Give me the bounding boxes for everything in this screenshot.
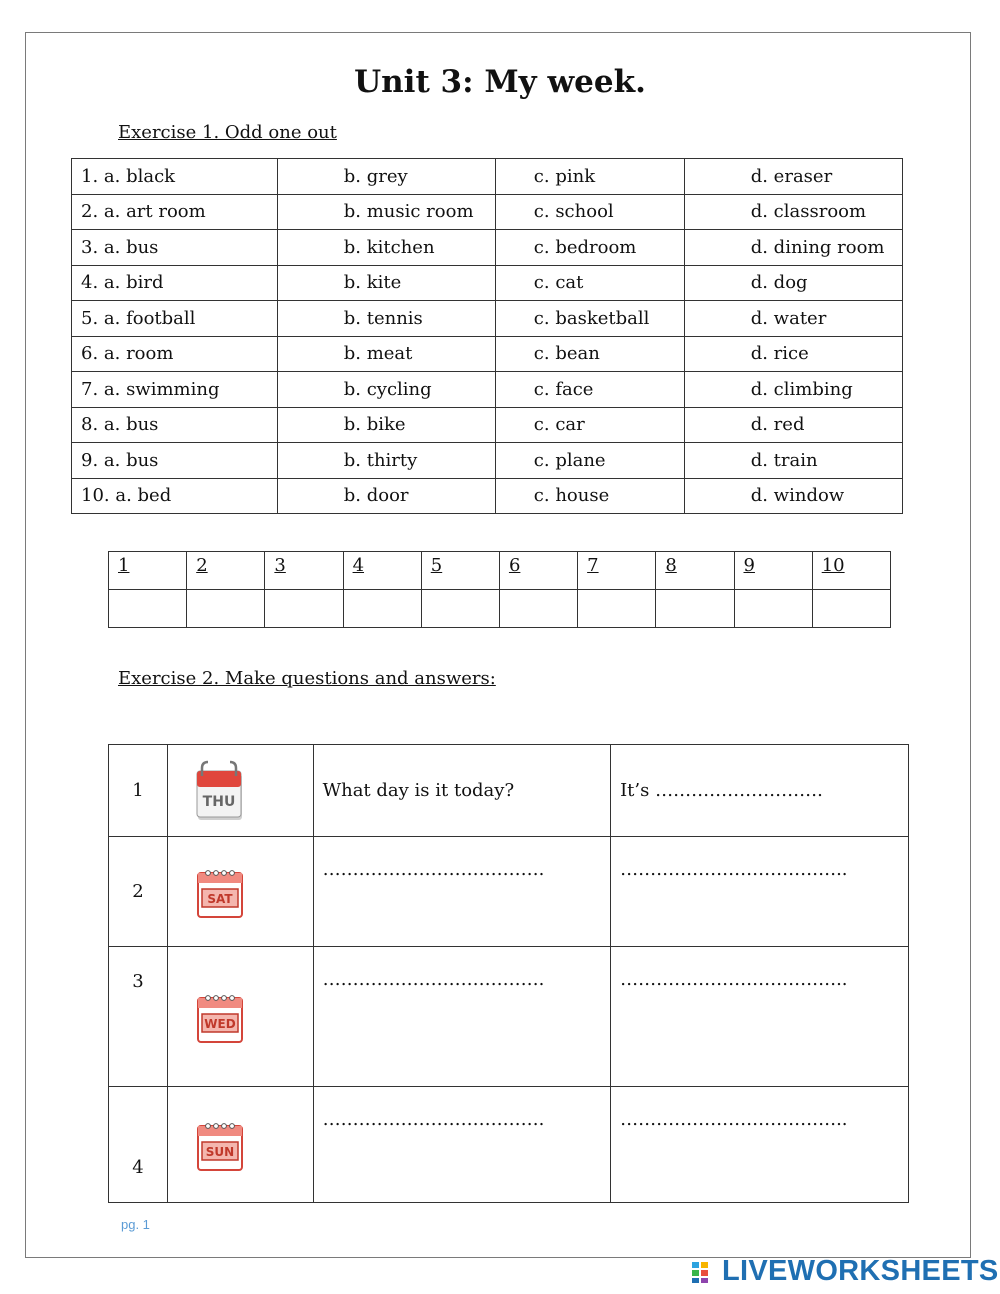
odd-option xyxy=(684,443,902,479)
answer-input-9[interactable] xyxy=(734,590,812,628)
option-text: b. meat xyxy=(343,343,413,365)
odd-row-6 xyxy=(72,336,903,372)
svg-text:SUN: SUN xyxy=(205,1144,235,1159)
option-text: 9. a. bus xyxy=(81,449,159,471)
answer-input-1[interactable] xyxy=(109,590,187,628)
option-text: c. bean xyxy=(533,343,600,365)
option-text: c. basketball xyxy=(533,307,650,329)
row-number: 1 xyxy=(109,745,168,837)
answer-number: 10 xyxy=(812,552,890,590)
odd-option xyxy=(684,301,902,337)
calendar-cell xyxy=(168,1087,314,1203)
answer-input-3[interactable] xyxy=(265,590,343,628)
option-text: b. door xyxy=(343,485,409,507)
option-text: d. classroom xyxy=(750,201,867,223)
odd-row-9 xyxy=(72,443,903,479)
exercise2-label: Exercise 2. Make questions and answers: xyxy=(118,668,496,689)
answer-input[interactable]: ……………………………….. xyxy=(611,1087,909,1203)
odd-option xyxy=(72,372,278,408)
odd-option xyxy=(684,265,902,301)
option-text: d. dining room xyxy=(750,236,885,258)
odd-option xyxy=(277,372,495,408)
option-text: b. kitchen xyxy=(343,236,435,258)
answer-number: 1 xyxy=(109,552,187,590)
logo-mark-icon xyxy=(692,1260,718,1284)
exercise1-label: Exercise 1. Odd one out xyxy=(118,122,337,143)
answer-input-7[interactable] xyxy=(578,590,656,628)
option-text: 10. a. bed xyxy=(81,485,172,507)
option-text: d. dog xyxy=(750,272,808,294)
option-text: d. window xyxy=(750,485,845,507)
option-text: d. red xyxy=(750,414,805,436)
answer-number: 5 xyxy=(421,552,499,590)
option-text: 4. a. bird xyxy=(81,272,164,294)
answer-input-10[interactable] xyxy=(812,590,890,628)
odd-option xyxy=(684,230,902,266)
odd-option xyxy=(72,478,278,514)
option-text: 6. a. room xyxy=(81,343,174,365)
answer-number: 9 xyxy=(734,552,812,590)
answer-input[interactable]: ……………………………….. xyxy=(611,947,909,1087)
odd-option xyxy=(495,336,684,372)
page-title: Unit 3: My week. xyxy=(354,64,646,100)
odd-option xyxy=(495,478,684,514)
calendar-cell xyxy=(168,837,314,947)
odd-option xyxy=(277,159,495,195)
answer-number: 3 xyxy=(265,552,343,590)
odd-row-5 xyxy=(72,301,903,337)
calendar-wed-icon xyxy=(192,984,248,1050)
odd-option xyxy=(277,336,495,372)
odd-row-10 xyxy=(72,478,903,514)
odd-row-7 xyxy=(72,372,903,408)
option-text: c. car xyxy=(533,414,585,436)
answer-input[interactable]: ……………………………….. xyxy=(611,837,909,947)
odd-option xyxy=(72,230,278,266)
option-text: d. eraser xyxy=(750,165,833,187)
answer-input[interactable]: It’s ………………………. xyxy=(611,745,909,837)
odd-one-out-table xyxy=(71,158,903,514)
odd-option xyxy=(277,478,495,514)
odd-row-2 xyxy=(72,194,903,230)
answer-grid xyxy=(108,551,891,628)
option-text: b. thirty xyxy=(343,449,418,471)
question-input[interactable]: ………………………………. xyxy=(313,837,610,947)
option-text: c. face xyxy=(533,378,594,400)
option-text: c. plane xyxy=(533,449,606,471)
option-text: 2. a. art room xyxy=(81,201,206,223)
brand-name: LIVEWORKSHEETS xyxy=(722,1255,999,1287)
option-text: 3. a. bus xyxy=(81,236,159,258)
questions-table xyxy=(108,744,909,1203)
odd-option xyxy=(495,230,684,266)
option-text: c. house xyxy=(533,485,610,507)
option-text: b. tennis xyxy=(343,307,423,329)
calendar-thu-icon xyxy=(192,758,248,824)
answer-number: 2 xyxy=(187,552,265,590)
odd-row-8 xyxy=(72,407,903,443)
option-text: c. cat xyxy=(533,272,584,294)
option-text: b. kite xyxy=(343,272,402,294)
option-text: c. school xyxy=(533,201,614,223)
answer-input-6[interactable] xyxy=(499,590,577,628)
option-text: 8. a. bus xyxy=(81,414,159,436)
odd-option xyxy=(495,407,684,443)
answer-number: 4 xyxy=(343,552,421,590)
svg-text:THU: THU xyxy=(202,793,236,810)
svg-text:SAT: SAT xyxy=(207,891,233,906)
svg-text:WED: WED xyxy=(204,1016,236,1031)
odd-option xyxy=(277,265,495,301)
calendar-cell xyxy=(168,745,314,837)
odd-option xyxy=(72,159,278,195)
odd-option xyxy=(72,265,278,301)
option-text: b. grey xyxy=(343,165,408,187)
calendar-cell xyxy=(168,947,314,1087)
odd-row-1 xyxy=(72,159,903,195)
answer-number: 8 xyxy=(656,552,734,590)
odd-option xyxy=(684,407,902,443)
question-input[interactable]: ………………………………. xyxy=(313,1087,610,1203)
odd-option xyxy=(684,372,902,408)
calendar-sat-icon xyxy=(192,859,248,925)
odd-option xyxy=(684,478,902,514)
answer-input-5[interactable] xyxy=(421,590,499,628)
liveworksheets-logo xyxy=(692,1255,999,1288)
odd-option xyxy=(277,301,495,337)
answer-number: 7 xyxy=(578,552,656,590)
row-number: 3 xyxy=(109,947,168,1087)
odd-row-3 xyxy=(72,230,903,266)
odd-option xyxy=(72,336,278,372)
option-text: d. climbing xyxy=(750,378,853,400)
option-text: d. rice xyxy=(750,343,809,365)
option-text: d. water xyxy=(750,307,827,329)
option-text: b. bike xyxy=(343,414,406,436)
odd-row-4 xyxy=(72,265,903,301)
question-row-2 xyxy=(109,837,909,947)
odd-option xyxy=(495,194,684,230)
odd-option xyxy=(495,372,684,408)
option-text: 1. a. black xyxy=(81,165,176,187)
option-text: c. pink xyxy=(533,165,596,187)
odd-option xyxy=(495,265,684,301)
question-row-1 xyxy=(109,745,909,837)
row-number: 2 xyxy=(109,837,168,947)
odd-option xyxy=(72,194,278,230)
option-text: 5. a. football xyxy=(81,307,196,329)
odd-option xyxy=(277,443,495,479)
answer-input-4[interactable] xyxy=(343,590,421,628)
option-text: b. cycling xyxy=(343,378,432,400)
question-row-3 xyxy=(109,947,909,1087)
answer-input-2[interactable] xyxy=(187,590,265,628)
odd-option xyxy=(277,194,495,230)
odd-option xyxy=(684,159,902,195)
question-text: What day is it today? xyxy=(313,745,610,837)
calendar-sun-icon xyxy=(192,1112,248,1178)
question-row-4 xyxy=(109,1087,909,1203)
odd-option xyxy=(72,443,278,479)
odd-option xyxy=(277,407,495,443)
row-number: 4 xyxy=(109,1087,168,1203)
odd-option xyxy=(277,230,495,266)
odd-option xyxy=(495,159,684,195)
question-input[interactable]: ………………………………. xyxy=(313,947,610,1087)
odd-option xyxy=(72,407,278,443)
option-text: b. music room xyxy=(343,201,474,223)
answer-input-8[interactable] xyxy=(656,590,734,628)
page-number: pg. 1 xyxy=(121,1217,150,1232)
option-text: c. bedroom xyxy=(533,236,637,258)
answer-number: 6 xyxy=(499,552,577,590)
option-text: 7. a. swimming xyxy=(81,378,220,400)
odd-option xyxy=(72,301,278,337)
odd-option xyxy=(495,301,684,337)
option-text: d. train xyxy=(750,449,818,471)
odd-option xyxy=(684,194,902,230)
odd-option xyxy=(684,336,902,372)
odd-option xyxy=(495,443,684,479)
